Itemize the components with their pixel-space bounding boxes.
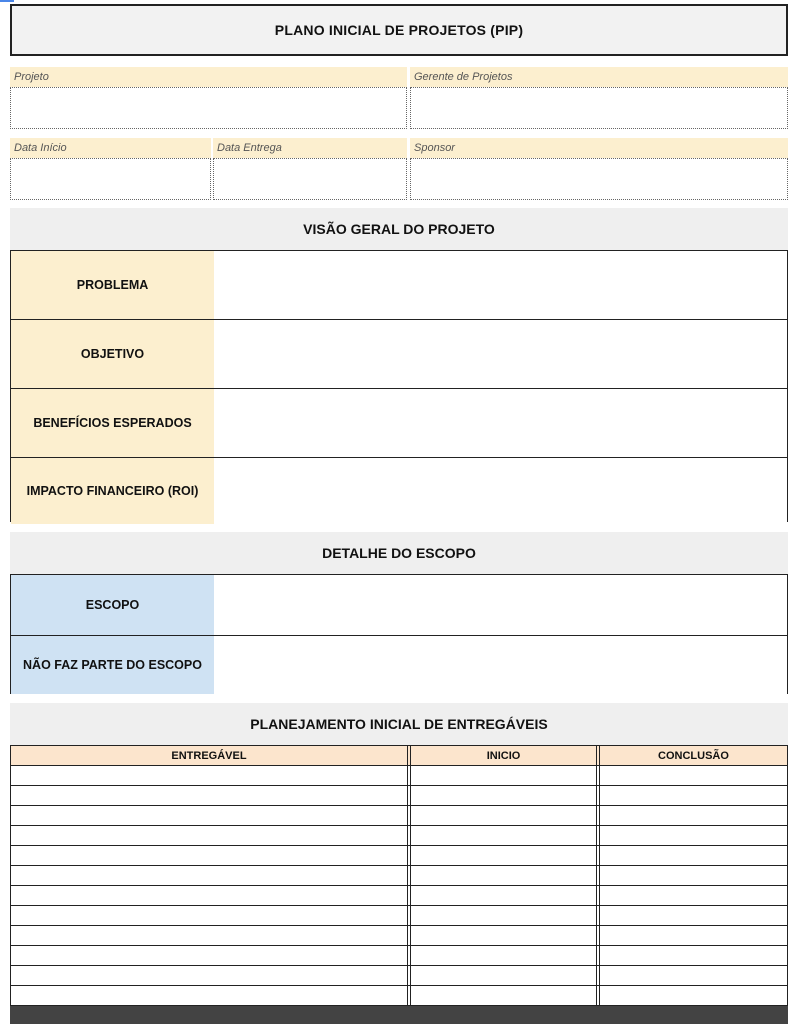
entregavel-cell[interactable] <box>11 986 408 1005</box>
overview-row-problema <box>11 251 787 320</box>
table-row <box>11 886 787 906</box>
table-row <box>11 786 787 806</box>
footer-bar <box>10 1006 788 1024</box>
conclusao-cell[interactable] <box>600 886 787 905</box>
entregavel-cell[interactable] <box>11 946 408 965</box>
inicio-cell[interactable] <box>411 926 597 945</box>
objetivo-value[interactable] <box>214 320 787 388</box>
inicio-cell[interactable] <box>411 906 597 925</box>
conclusao-cell[interactable] <box>600 866 787 885</box>
table-row <box>11 846 787 866</box>
scope-table <box>10 574 788 694</box>
scope-header: DETALHE DO ESCOPO <box>10 532 788 574</box>
table-row <box>11 806 787 826</box>
impacto-value[interactable] <box>214 458 787 524</box>
conclusao-cell[interactable] <box>600 826 787 845</box>
sponsor-field-group <box>410 138 788 200</box>
impacto-label: IMPACTO FINANCEIRO (ROI) <box>11 458 214 524</box>
overview-row-beneficios <box>11 389 787 458</box>
escopo-label: ESCOPO <box>11 575 214 635</box>
gerente-field-group <box>410 67 788 129</box>
conclusao-cell[interactable] <box>600 906 787 925</box>
problema-label: PROBLEMA <box>11 251 214 319</box>
table-row <box>11 766 787 786</box>
nao-faz-parte-label: NÃO FAZ PARTE DO ESCOPO <box>11 636 214 694</box>
table-row <box>11 866 787 886</box>
overview-header: VISÃO GERAL DO PROJETO <box>10 208 788 250</box>
data-inicio-label: Data Início <box>10 138 211 158</box>
table-row <box>11 906 787 926</box>
entregavel-cell[interactable] <box>11 966 408 985</box>
conclusao-cell[interactable] <box>600 846 787 865</box>
entregavel-cell[interactable] <box>11 806 408 825</box>
data-inicio-field-group <box>10 138 211 200</box>
inicio-cell[interactable] <box>411 806 597 825</box>
entregavel-cell[interactable] <box>11 846 408 865</box>
beneficios-label: BENEFÍCIOS ESPERADOS <box>11 389 214 457</box>
sponsor-input[interactable] <box>410 158 788 200</box>
entregavel-cell[interactable] <box>11 886 408 905</box>
projeto-field-group <box>10 67 407 129</box>
table-row <box>11 986 787 1006</box>
inicio-cell[interactable] <box>411 986 597 1005</box>
scope-row-nao-faz-parte <box>11 636 787 694</box>
data-inicio-input[interactable] <box>10 158 211 200</box>
projeto-label: Projeto <box>10 67 407 87</box>
col-inicio: INICIO <box>411 746 597 765</box>
beneficios-value[interactable] <box>214 389 787 457</box>
sponsor-label: Sponsor <box>410 138 788 158</box>
col-conclusao: CONCLUSÃO <box>658 749 729 762</box>
nao-faz-parte-value[interactable] <box>214 636 787 694</box>
conclusao-cell[interactable] <box>600 946 787 965</box>
entregavel-cell[interactable] <box>11 926 408 945</box>
problema-value[interactable] <box>214 251 787 319</box>
document-title: PLANO INICIAL DE PROJETOS (PIP) <box>10 4 788 56</box>
deliverables-header-row <box>11 746 787 766</box>
table-row <box>11 926 787 946</box>
entregavel-cell[interactable] <box>11 766 408 785</box>
data-entrega-input[interactable] <box>213 158 407 200</box>
conclusao-cell[interactable] <box>600 926 787 945</box>
escopo-value[interactable] <box>214 575 787 635</box>
inicio-cell[interactable] <box>411 766 597 785</box>
inicio-cell[interactable] <box>411 786 597 805</box>
overview-table <box>10 250 788 522</box>
conclusao-cell[interactable] <box>600 986 787 1005</box>
deliverables-table <box>10 745 788 1006</box>
entregavel-cell[interactable] <box>11 826 408 845</box>
projeto-input[interactable] <box>10 87 407 129</box>
conclusao-cell[interactable] <box>600 766 787 785</box>
inicio-cell[interactable] <box>411 886 597 905</box>
deliverables-header: PLANEJAMENTO INICIAL DE ENTREGÁVEIS <box>10 703 788 745</box>
inicio-cell[interactable] <box>411 966 597 985</box>
table-row <box>11 966 787 986</box>
entregavel-cell[interactable] <box>11 906 408 925</box>
table-row <box>11 946 787 966</box>
table-row <box>11 826 787 846</box>
inicio-cell[interactable] <box>411 946 597 965</box>
entregavel-cell[interactable] <box>11 866 408 885</box>
col-entregavel: ENTREGÁVEL <box>11 746 408 765</box>
deliverables-body <box>11 766 787 1006</box>
inicio-cell[interactable] <box>411 866 597 885</box>
gerente-input[interactable] <box>410 87 788 129</box>
objetivo-label: OBJETIVO <box>11 320 214 388</box>
data-entrega-label: Data Entrega <box>213 138 407 158</box>
conclusao-cell[interactable] <box>600 806 787 825</box>
inicio-cell[interactable] <box>411 826 597 845</box>
scope-row-escopo <box>11 575 787 636</box>
conclusao-cell[interactable] <box>600 966 787 985</box>
overview-row-objetivo <box>11 320 787 389</box>
entregavel-cell[interactable] <box>11 786 408 805</box>
gerente-label: Gerente de Projetos <box>410 67 788 87</box>
inicio-cell[interactable] <box>411 846 597 865</box>
conclusao-cell[interactable] <box>600 786 787 805</box>
overview-row-impacto <box>11 458 787 524</box>
data-entrega-field-group <box>213 138 407 200</box>
